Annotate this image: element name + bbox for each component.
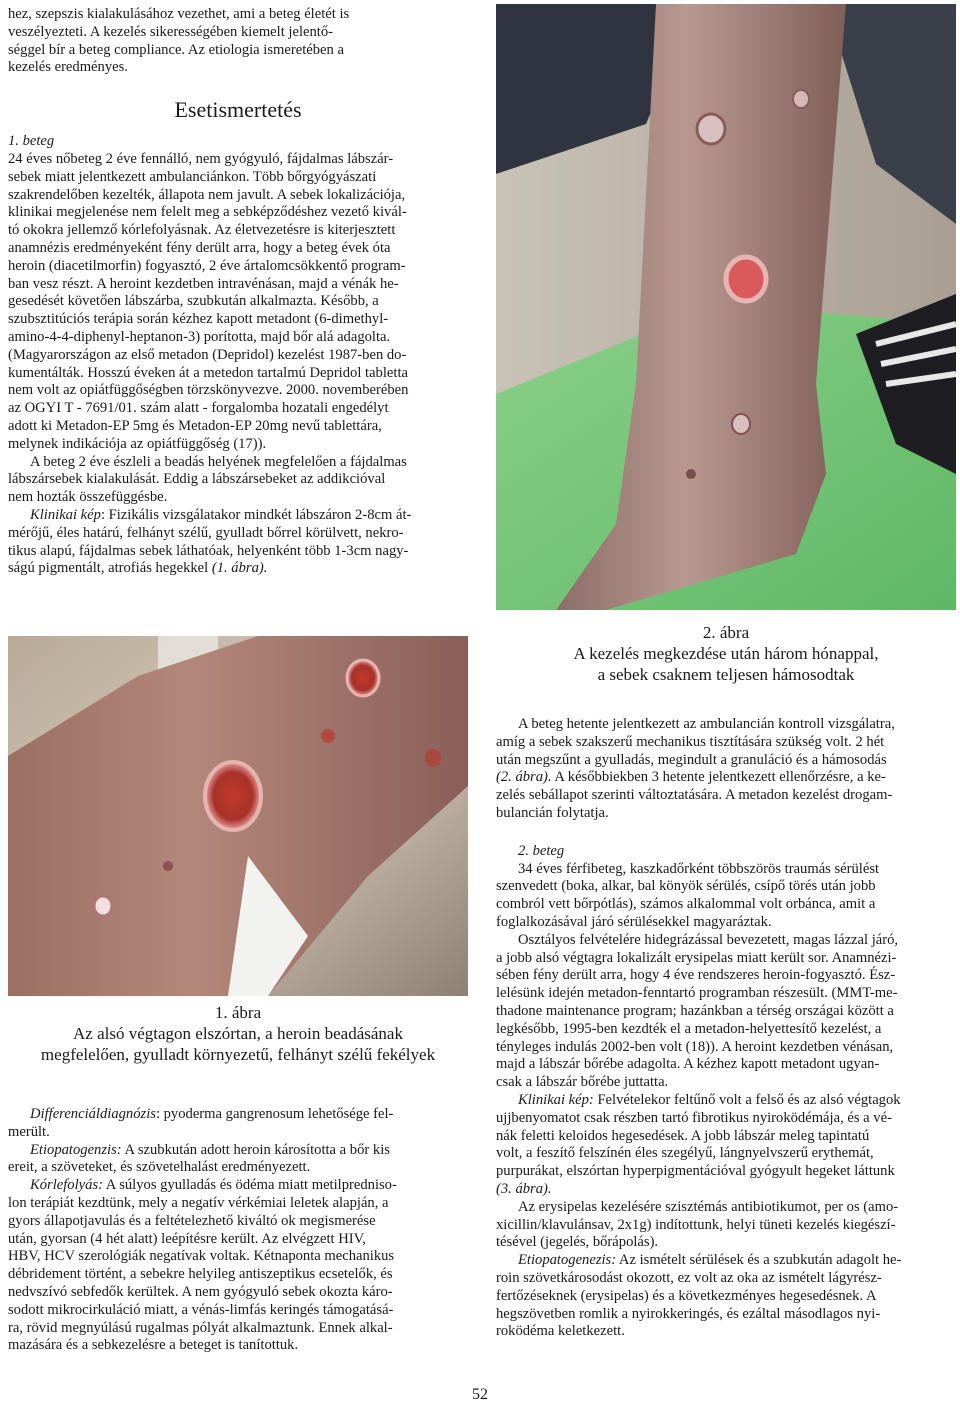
admission-paragraph: Osztályos felvételére hidegrázással bevezetett, magas lázzal járó, a jobb alsó végtagra lokalizált erysipelas miatt került sor. Anamnézi- sében fény derült arra, hogy 4 éve rendszeres heroin-fogyasztó. Ész- lelésünk idején metadon-fenntartó programban részesült. (MMT-me- thadone maintenance program; hazánkban a térség országai között a legkésőbb, 1995-ben kezdték el a metadon-helyettesítő kezelést, a tényleges indulás 2002-ben volt (18)). A heroint kezdetben vénásan, majd a lábszár bőrébe adagolta. A kézhez kapott metadont ugyan- csak a lábszár bőrébe juttatta. (496, 931, 899, 1091)
onset-paragraph: A beteg 2 éve észleli a beadás helyének megfelelően a fájdalmas lábszársebek kialakulását. Eddig a lábszársebeket az addikcióval nem hozták összefüggésbe. (8, 453, 407, 506)
differential-paragraph: Differenciáldiagnózis: pyoderma gangrenosum lehetősége fel- merült. (8, 1106, 394, 1140)
section-heading: Esetismertetés (174, 97, 302, 123)
intro-paragraph: hez, szepszis kialakulásához vezethet, ami a beteg életét is veszélyezteti. A kezelés sikerességében kiemelt jelentő- séggel bír a beteg compliance. Az etiologia ismeretében a kezelés eredményes. (8, 6, 350, 76)
figure1-photo (8, 636, 468, 996)
figure1-number: 1. ábra (214, 1003, 262, 1022)
case1-paragraph: 24 éves nőbeteg 2 éve fennálló, nem gyógyuló, fájdalmas lábszár- sebek miatt jelentkezett ambulanciánkon. Több bőrgyógyászati szakrendelőben kezelték, állapota nem javult. A sebek lokalizációja, klinikai megjelenése nem felelt meg a sebképződéshez vezető kivál- tó okokra jellemző kórlefolyásnak. Az életvezetésre is kiterjesztett anamnézis eredményeként fény derült arra, hogy a beteg évek óta heroin (diacetilmorfin) fogyasztó, 2 éve ártalomcsökkentő program- ban vesz részt. A heroint kezdetben intravénásan, majd a vénák he- gesedését követően lábszárba, szubkután alkalmazta. Később, a szubsztitúciós terápia során kézhez kapott metadont (6-dimethyl- amino-4-4-diphenyl-heptanon-3) porította, majd bőr alá adagolta. (Magyarországon az első metadon (Depridol) kezelést 1987-ben do- kumentálták. Hosszú éveken át a metedon tartalmú Depridol tabletta nem volt az opiátfüggőségben törzskönyvezve. 2000. novemberében az OGYI T - 7691/01. szám alatt - forgalomba hozatali engedélyt adott ki Metadon-EP 5mg és Metadon-EP 20mg nevű tablettára, melynek indikációja az opiátfüggőség (17)). (8, 150, 409, 452)
figure1-caption: 1. ábra Az alsó végtagon elszórtan, a heroin beadásának megfelelően, gyulladt környezetű, felhányt szélű fekélyek (8, 1002, 468, 1065)
figure2-number: 2. ábra (702, 623, 750, 642)
clinical2-paragraph: Klinikai kép: Felvételekor feltűnő volt a felső és az alsó végtagok ujjbenyomatot csak részben tartó fibrotikus nyiroködémája, és a vé- nák feletti keloidos hegesedések. A jobb lábszár meleg tapintatú volt, a feszítő felszínén éles szegélyű, lángnyelvszerű erythemát, purpurákat, elszórtan hyperpigmentációval gyógyult hegeket láttunk (3. ábra). (496, 1091, 901, 1197)
right-column (496, 716, 956, 1341)
course-paragraph: Kórlefolyás: A súlyos gyulladás és ödéma miatt metilprednisо- lon terápiát kezdtünk, mely a negatív vérkémiai leletek alapján, a gyors állapotjavulás és a feltételezhető kiváltó ok megismerése után, gyorsan (4 hét alatt) leépítésre került. Az elvégzett HIV, HBV, HCV szerológiák negatívak voltak. Kétnaponta mechanikus débridement történt, a sebekre helyileg antiszeptikus ecsetelők, és nedvszívó sebfedők kerültek. A nem gyógyuló sebek okozta káro- sodott mikrocirkuláció miatt, a vénás-limfás keringés támogatásá- ra, rövid megnyúlású rugalmas pólyát alkalmaztunk. Ennek alkal- mazására és a sebkezelésre a beteget is tanítottuk. (8, 1177, 397, 1354)
figure2-photo (496, 4, 956, 610)
figure1-image (8, 636, 468, 996)
figure2-image (496, 4, 956, 610)
case2-label: 2. beteg (518, 842, 565, 859)
treatment-paragraph: Az erysipelas kezelésére szisztémás antibiotikumot, per os (amo- xicillin/klavulánsav, 2x1g) indítottunk, helyi tüneti kezelés kiegészí- tésével (jegelés, bőrápolás). (496, 1198, 899, 1251)
etiology-paragraph: Etiopatogenzis: A szubkután adott heroin károsította a bőr kis ereit, a szöveteket, és szövetelhalást eredményezett. (8, 1141, 390, 1176)
followup-paragraph: A beteg hetente jelentkezett az ambulancián kontroll vizsgálatra, amíg a sebek szakszerű mechanikus tisztítására szükség volt. 2 hét után megszűnt a gyulladás, megindult a granuláció és a hámosodás (2. ábra). A későbbiekben 3 hetente jelentkezett ellenőrzésre, a ke- zelés sebállapot szerinti változtatására. A metadon kezelést drogam- bulancián folytatja. (496, 716, 895, 821)
left-column-bottom (8, 1106, 468, 1355)
case2-paragraph: 34 éves férfibeteg, kaszkadőrként többszörös traumás sérülést szenvedett (boka, alkar, bal könyök sérülés, csípő törés után jobb combról vett bőrpótlás), számos alkalommal volt orbánca, amit a foglalkozásával járó sérülésekkel magyaráztak. (496, 860, 880, 930)
page-number: 52 (472, 1386, 488, 1403)
clinical-paragraph: Klinikai kép: Fizikális vizsgálatakor mindkét lábszáron 2-8cm át- mérőjű, éles határú, felhányt szélű, gyulladt bőrrel körülvett, nekro- tikus alapú, fájdalmas sebek láthatóak, helyenként több 1-3cm nagy- ságú pigmentált, atrofiás hegekkel (1. ábra). (8, 506, 412, 577)
figure2-caption: 2. ábra A kezelés megkezdése után három hónappal, a sebek csaknem teljesen hámosodtak (496, 622, 956, 685)
etiology2-paragraph: Etiopatogenezis: Az ismételt sérülések és a szubkután adagolt he- roin szövetkárosodást okozott, ez volt az oka az ismételt lágyrész- fertőzéseknek (erysipelas) és a következményes hegesedésnek. A hegszövetben romlik a nyirokkeringés, és ezáltal másodlagos nyi- roködéma keletkezett. (496, 1252, 902, 1340)
left-column-top (8, 6, 468, 578)
case1-label: 1. beteg (8, 133, 55, 150)
